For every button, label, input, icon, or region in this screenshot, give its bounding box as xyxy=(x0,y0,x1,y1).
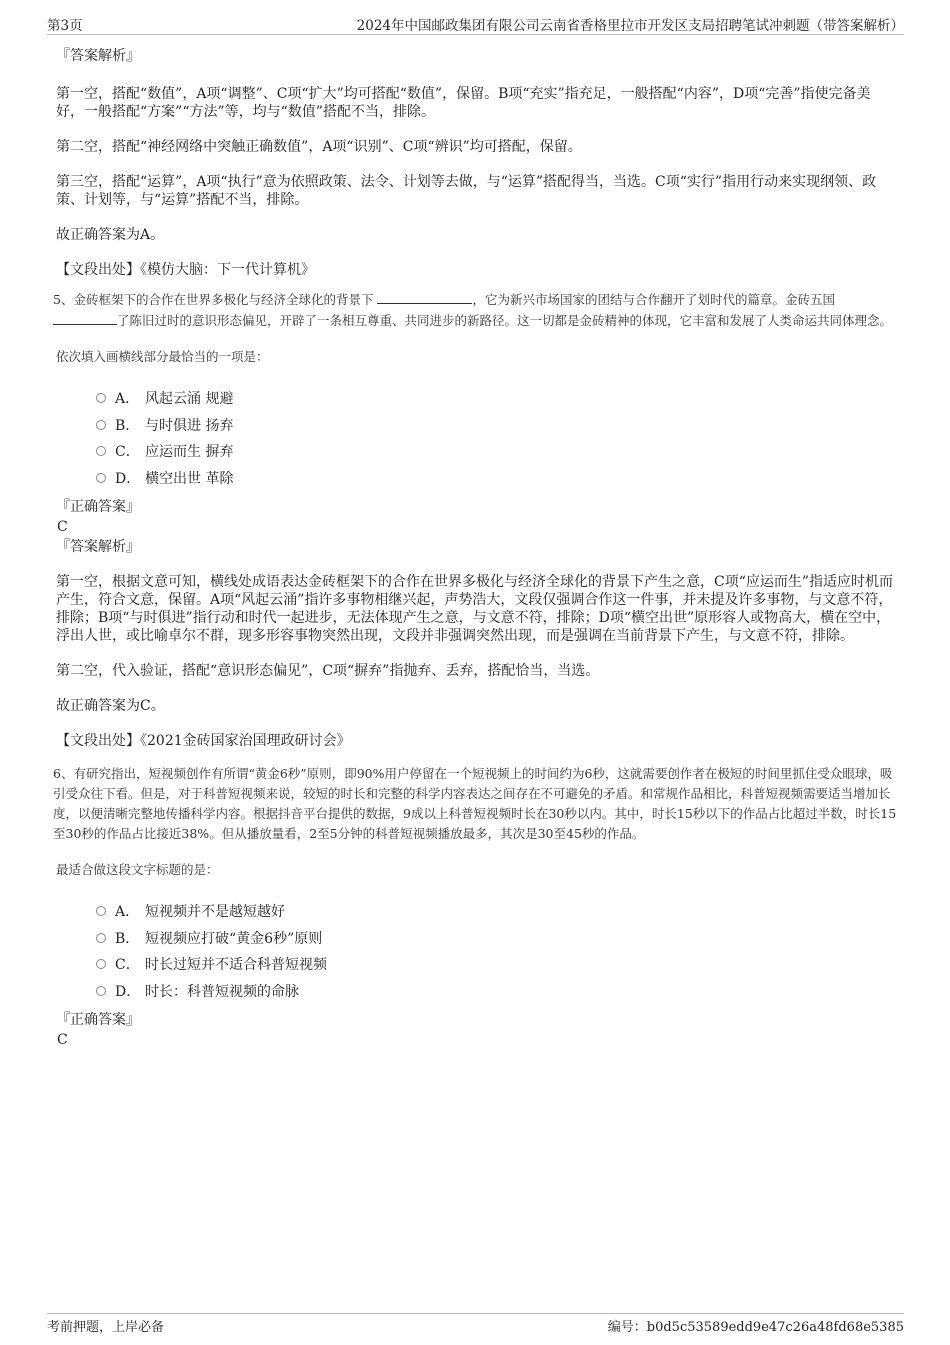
options-list xyxy=(96,386,898,492)
option-a[interactable]: A． 风起云涌 规避 xyxy=(96,386,898,413)
correct-answer: C xyxy=(57,519,68,535)
document-code: 编号：b0d5c53589edd9e47c26a48fd68e5385 xyxy=(607,1320,904,1335)
analysis-conclusion: 故正确答案为A。 xyxy=(56,227,165,243)
option-c[interactable]: C． 时长过短并不适合科普短视频 xyxy=(96,952,898,979)
radio-icon[interactable] xyxy=(96,393,106,403)
correct-answer-label: 『正确答案』 xyxy=(56,1012,140,1028)
footer-slogan: 考前押题，上岸必备 xyxy=(47,1320,165,1335)
option-c[interactable]: C． 应运而生 摒弃 xyxy=(96,439,898,466)
radio-icon[interactable] xyxy=(96,420,106,430)
page-number: 第3页 xyxy=(47,18,83,34)
radio-icon[interactable] xyxy=(96,933,106,943)
question-5-text: 5、金砖框架下的合作在世界多极化与经济全球化的背景下 ，它为新兴市场国家的团结与合作翻开了划时代的篇章。金砖五国 了陈旧过时的意识形态偏见，开辟了一条相互尊重、共同进步的新路径。这一切都是金砖精神的体现，它丰富和发展了人类命运共同体理念。 xyxy=(53,289,898,331)
options-list xyxy=(96,899,898,1005)
passage-source: 【文段出处】《模仿大脑：下一代计算机》 xyxy=(56,262,315,278)
option-d[interactable]: D． 时长：科普短视频的命脉 xyxy=(96,979,898,1006)
fill-blank xyxy=(53,310,117,325)
analysis-paragraph: 第三空，搭配“运算”，A项“执行”意为依照政策、法令、计划等去做，与“运算”搭配得当，当选。C项“实行”指用行动来实现纲领、政策、计划等，与“运算”搭配不当，排除。 xyxy=(56,174,877,208)
radio-icon[interactable] xyxy=(96,906,106,916)
passage-source: 【文段出处】《2021金砖国家治国理政研讨会》 xyxy=(56,733,351,749)
analysis-label: 『答案解析』 xyxy=(56,48,140,64)
page-content xyxy=(53,47,898,1049)
option-b[interactable]: B． 与时俱进 扬弃 xyxy=(96,413,898,440)
radio-icon[interactable] xyxy=(96,446,106,456)
page-footer xyxy=(47,1313,904,1335)
question-prompt: 最适合做这段文字标题的是： xyxy=(56,862,219,877)
fill-blank xyxy=(377,289,472,304)
question-prompt: 依次填入画横线部分最恰当的一项是： xyxy=(56,349,269,364)
analysis-paragraph: 第二空，搭配“神经网络中突触正确数值”，A项“识别”、C项“辨识”均可搭配，保留。 xyxy=(56,139,582,155)
question-6-text: 6、有研究指出，短视频创作有所谓“黄金6秒”原则，即90%用户停留在一个短视频上的时间约为6秒，这就需要创作者在极短的时间里抓住受众眼球，吸引受众往下看。但是，对于科普短视频来说，较短的时长和完整的科学内容表达之间存在不可避免的矛盾。和常规作品相比，科普短视频需要适当增加长度，以便清晰完整地传播科学内容。根据抖音平台提供的数据，9成以上科普短视频时长在30秒以内。其中，时长15秒以下的作品占比超过半数，时长15至30秒的作品占比接近38%。但从播放量看，2至5分钟的科普短视频播放最多，其次是30至45秒的作品。 xyxy=(53,766,897,841)
radio-icon[interactable] xyxy=(96,473,106,483)
option-d[interactable]: D． 横空出世 革除 xyxy=(96,466,898,493)
correct-answer: C xyxy=(57,1032,68,1048)
correct-answer-label: 『正确答案』 xyxy=(56,499,140,515)
analysis-paragraph: 第二空，代入验证，搭配“意识形态偏见”，C项“摒弃”指抛弃、丢弃，搭配恰当，当选。 xyxy=(56,663,600,679)
analysis-paragraph: 第一空，根据文意可知，横线处成语表达金砖框架下的合作在世界多极化与经济全球化的背景下产生之意，C项“应运而生”指适应时机而产生，符合文意，保留。A项“风起云涌”指许多事物相继兴起，声势浩大，文段仅强调合作这一件事，并未提及许多事物，与文意不符，排除；B项“与时俱进”指行动和时代一起进步，无法体现产生之意，与文意不符，排除；D项“横空出世”原形容人或物高大，横在空中，浮出人世，或比喻卓尔不群，现多形容事物突然出现，文段并非强调突然出现，而是强调在当前背景下产生，与文意不符，排除。 xyxy=(56,574,894,644)
radio-icon[interactable] xyxy=(96,959,106,969)
option-a[interactable]: A． 短视频并不是越短越好 xyxy=(96,899,898,926)
document-title: 2024年中国邮政集团有限公司云南省香格里拉市开发区支局招聘笔试冲刺题（带答案解析） xyxy=(356,18,904,34)
analysis-conclusion: 故正确答案为C。 xyxy=(56,698,165,714)
option-b[interactable]: B． 短视频应打破“黄金6秒”原则 xyxy=(96,926,898,953)
radio-icon[interactable] xyxy=(96,986,106,996)
analysis-paragraph: 第一空，搭配“数值”，A项“调整”、C项“扩大”均可搭配“数值”，保留。B项“充实”指充足，一般搭配“内容”，D项“完善”指使完备美好，一般搭配“方案”“方法”等，均与“数值”搭配不当，排除。 xyxy=(56,86,871,120)
page-header xyxy=(47,14,904,35)
analysis-label: 『答案解析』 xyxy=(56,539,140,555)
